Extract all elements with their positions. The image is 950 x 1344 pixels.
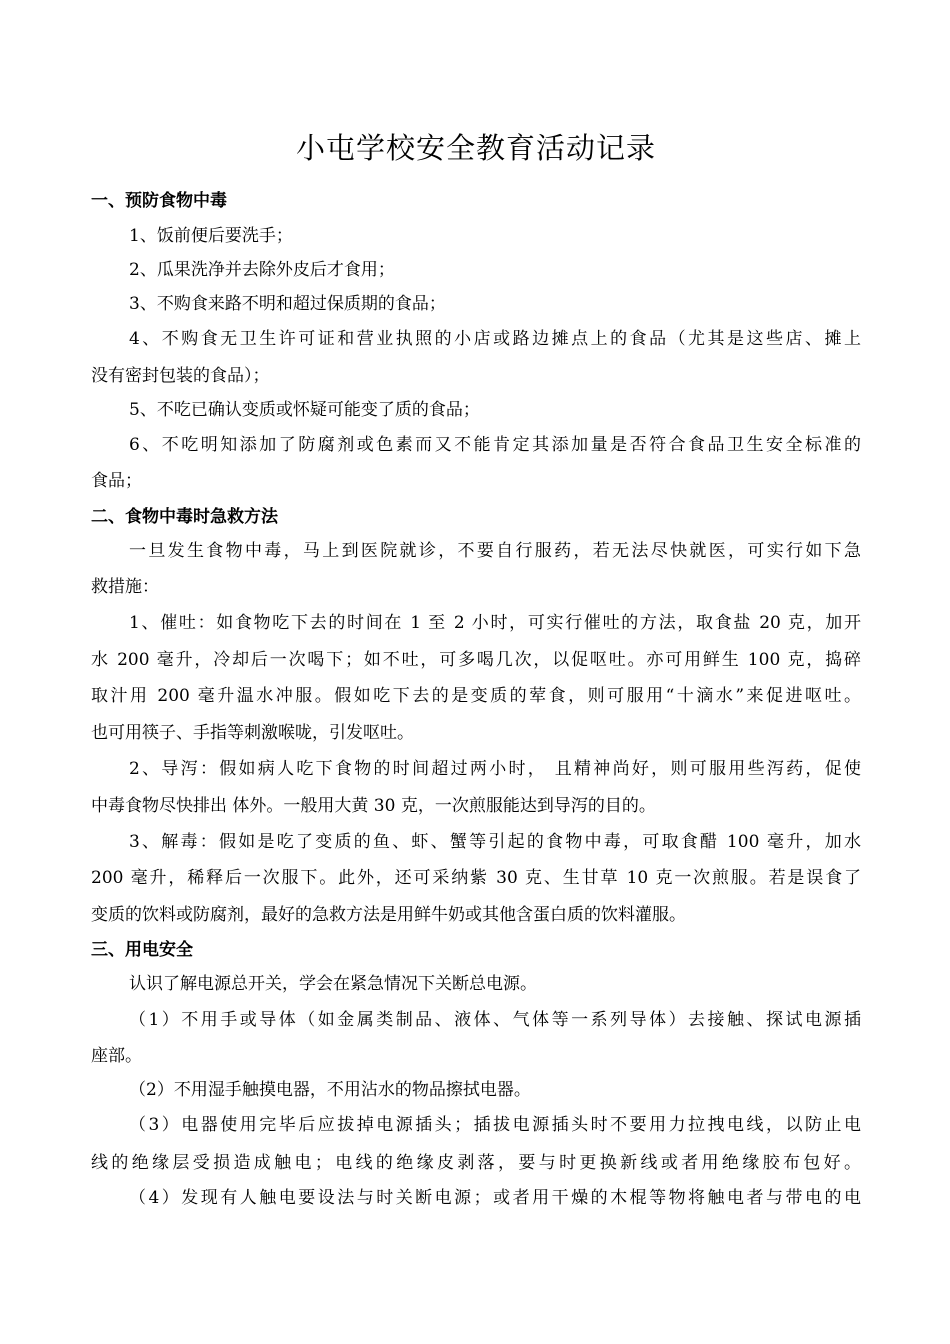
section-heading-electrical-safety: 三、用电安全 — [91, 940, 193, 960]
paragraph-line: 食品； — [91, 471, 142, 491]
paragraph-line: 没有密封包装的食品）； — [91, 366, 270, 386]
paragraph-line: （1）不用手或导体（如金属类制品、液体、气体等一系列导体）去接触、探试电源插 — [129, 1010, 861, 1030]
paragraph-line: 水 200 毫升，冷却后一次喝下；如不吐，可多喝几次，以促呕吐。亦可用鲜生 100 克，捣碎 — [91, 650, 861, 670]
paragraph-line: 3、不购食来路不明和超过保质期的食品； — [129, 294, 446, 314]
paragraph-line: （4）发现有人触电要设法与时关断电源；或者用干燥的木棍等物将触电者与带电的电 — [129, 1188, 861, 1208]
paragraph-line: 取汁用 200 毫升温水冲服。假如吃下去的是变质的荤食，则可服用“十滴水”来促进呕吐。 — [91, 686, 861, 706]
paragraph-line: 认识了解电源总开关，学会在紧急情况下关断总电源。 — [129, 974, 537, 994]
paragraph-line: 线的绝缘层受损造成触电；电线的绝缘皮剥落，要与时更换新线或者用绝缘胶布包好。 — [91, 1153, 861, 1173]
paragraph-line: （3）电器使用完毕后应拔掉电源插头；插拔电源插头时不要用力拉拽电线，以防止电 — [129, 1115, 861, 1135]
document-title: 小屯学校安全教育活动记录 — [295, 131, 656, 165]
paragraph-line: 4、不购食无卫生许可证和营业执照的小店或路边摊点上的食品（尤其是这些店、摊上 — [129, 329, 861, 349]
paragraph-line: 1、催吐：如食物吃下去的时间在 1 至 2 小时，可实行催吐的方法，取食盐 20 克，加开 — [129, 613, 861, 633]
paragraph-line: 变质的饮料或防腐剂，最好的急救方法是用鲜牛奶或其他含蛋白质的饮料灌服。 — [91, 905, 686, 925]
paragraph-line: 座部。 — [91, 1046, 142, 1066]
paragraph-line: 5、不吃已确认变质或怀疑可能变了质的食品； — [129, 400, 480, 420]
paragraph-line: （2）不用湿手触摸电器，不用沾水的物品擦拭电器。 — [129, 1080, 531, 1100]
paragraph-line: 2、瓜果洗净并去除外皮后才食用； — [129, 260, 395, 280]
paragraph-line: 3、解毒：假如是吃了变质的鱼、虾、蟹等引起的食物中毒，可取食醋 100 毫升，加水 — [129, 832, 861, 852]
paragraph-line: 6、不吃明知添加了防腐剂或色素而又不能肯定其添加量是否符合食品卫生安全标准的 — [129, 435, 861, 455]
paragraph-line: 中毒食物尽快排出 体外。一般用大黄 30 克，一次煎服能达到导泻的目的。 — [91, 796, 656, 816]
paragraph-line: 也可用筷子、手指等刺激喉咙，引发呕吐。 — [91, 723, 414, 743]
paragraph-line: 一旦发生食物中毒，马上到医院就诊，不要自行服药，若无法尽快就医，可实行如下急 — [129, 541, 861, 561]
paragraph-line: 救措施： — [91, 577, 159, 597]
paragraph-line: 1、饭前便后要洗手； — [129, 226, 293, 246]
section-heading-food-poisoning-prevention: 一、预防食物中毒 — [91, 191, 227, 211]
section-heading-first-aid: 二、食物中毒时急救方法 — [91, 507, 278, 527]
paragraph-line: 200 毫升，稀释后一次服下。此外，还可采纳紫 30 克、生甘草 10 克一次煎服。若是误食了 — [91, 868, 861, 888]
paragraph-line: 2、导泻：假如病人吃下食物的时间超过两小时， 且精神尚好，则可服用些泻药，促使 — [129, 759, 861, 779]
